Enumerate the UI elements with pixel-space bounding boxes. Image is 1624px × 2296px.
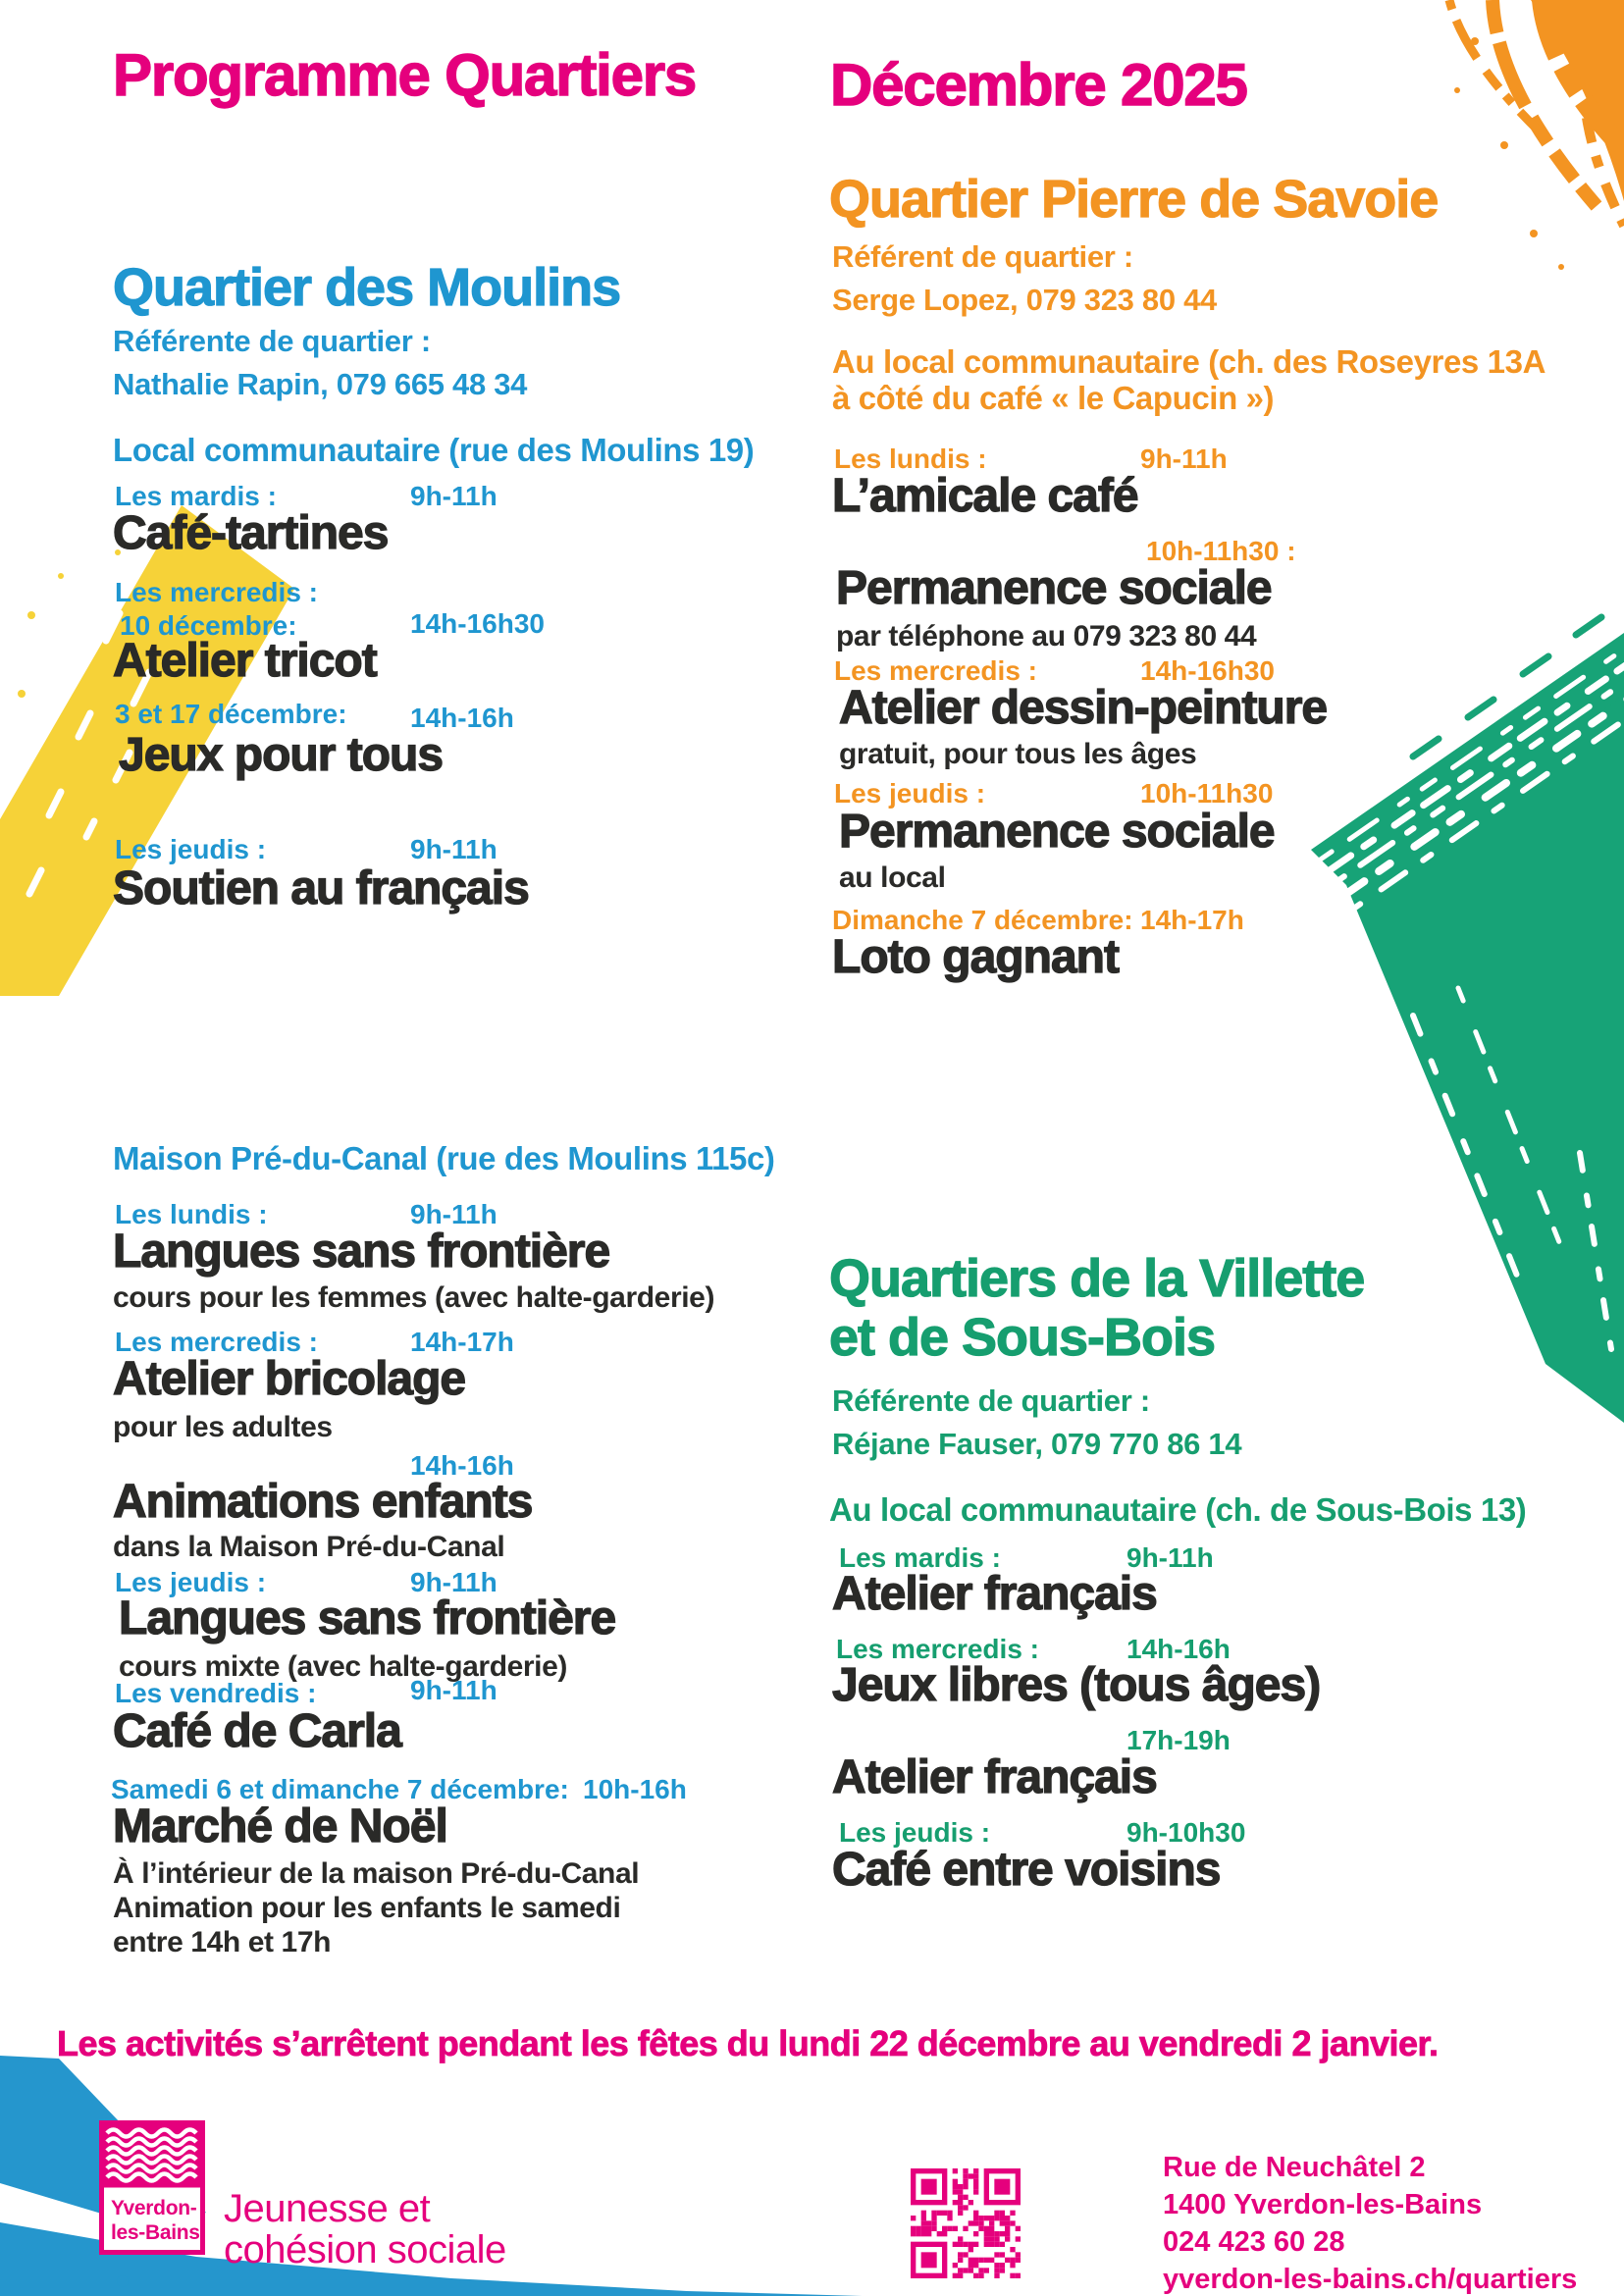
event-day: Les vendredis : bbox=[115, 1678, 317, 1708]
event-note: cours pour les femmes (avec halte-garderie) bbox=[113, 1281, 715, 1314]
event-title: Atelier dessin-peinture bbox=[839, 682, 1328, 734]
savoie-referent-name: Serge Lopez, 079 323 80 44 bbox=[832, 283, 1217, 317]
event-title: Café entre voisins bbox=[832, 1844, 1221, 1896]
moulins-heading: Quartier des Moulins bbox=[113, 258, 621, 317]
event-time: 17h-19h bbox=[1126, 1725, 1231, 1755]
footer-address bbox=[1163, 2149, 1577, 2296]
event-date: Samedi 6 et dimanche 7 décembre: bbox=[111, 1774, 569, 1804]
moulins-venue: Local communautaire (rue des Moulins 19) bbox=[113, 432, 755, 468]
event-title: Atelier français bbox=[832, 1568, 1157, 1620]
event-time: 14h-17h bbox=[410, 1327, 514, 1357]
org-name: cohésion sociale bbox=[224, 2228, 506, 2271]
event-day: Les mardis : bbox=[115, 481, 277, 511]
event-title: Soutien au français bbox=[113, 862, 529, 914]
logo-text: Yverdon- bbox=[111, 2197, 197, 2219]
event-note: par téléphone au 079 323 80 44 bbox=[836, 620, 1257, 652]
event-time: 9h-11h bbox=[410, 1199, 498, 1229]
event-title: Langues sans frontière bbox=[113, 1226, 610, 1278]
savoie-venue: à côté du café « le Capucin ») bbox=[832, 380, 1275, 416]
event-time: 9h-10h30 bbox=[1126, 1817, 1246, 1848]
moulins-referent-label: Référente de quartier : bbox=[113, 324, 431, 358]
event-title: Permanence sociale bbox=[836, 562, 1272, 614]
event-title: Atelier français bbox=[832, 1751, 1157, 1803]
event-title: Atelier bricolage bbox=[113, 1353, 466, 1405]
savoie-venue: Au local communautaire (ch. des Roseyres 13A bbox=[832, 343, 1545, 380]
event-day: Les lundis : bbox=[834, 444, 987, 474]
event-note: Animation pour les enfants le samedi bbox=[113, 1892, 621, 1924]
event-title: Permanence sociale bbox=[839, 806, 1275, 858]
event-time: 14h-17h bbox=[1140, 905, 1244, 935]
pre-du-canal-venue: Maison Pré-du-Canal (rue des Moulins 115c) bbox=[113, 1140, 775, 1176]
event-time: 10h-11h30 bbox=[1140, 778, 1274, 809]
event-day: Les jeudis : bbox=[839, 1817, 991, 1848]
page-subtitle-month: Décembre 2025 bbox=[830, 52, 1247, 118]
event-note: pour les adultes bbox=[113, 1411, 333, 1443]
event-title: Marché de Noël bbox=[113, 1800, 447, 1852]
address-website: yverdon-les-bains.ch/quartiers bbox=[1163, 2264, 1578, 2295]
event-day: Les lundis : bbox=[115, 1199, 268, 1229]
event-time: 9h-11h bbox=[410, 834, 498, 864]
address-street: Rue de Neuchâtel 2 bbox=[1163, 2152, 1426, 2183]
orange-brush-decoration bbox=[1300, 0, 1624, 294]
event-time: 9h-11h bbox=[1140, 444, 1228, 474]
villette-referent-label: Référente de quartier : bbox=[832, 1383, 1150, 1418]
villette-heading: Quartiers de la Villette bbox=[829, 1249, 1365, 1308]
event-day: Les mercredis : bbox=[115, 577, 318, 607]
address-city: 1400 Yverdon-les-Bains bbox=[1163, 2189, 1483, 2220]
event-title: Café-tartines bbox=[113, 507, 389, 559]
event-date: 10 décembre: bbox=[120, 610, 297, 641]
org-name: Jeunesse et bbox=[224, 2187, 431, 2230]
villette-heading: et de Sous-Bois bbox=[829, 1308, 1216, 1367]
event-day: Les mercredis : bbox=[836, 1634, 1039, 1664]
event-date: Dimanche 7 décembre: bbox=[832, 905, 1133, 935]
event-title: Jeux pour tous bbox=[119, 729, 444, 781]
event-time: 9h-11h bbox=[410, 481, 498, 511]
event-time: 9h-11h bbox=[1126, 1542, 1214, 1573]
qr-code bbox=[911, 2168, 1021, 2278]
event-time: 9h-11h bbox=[410, 1567, 498, 1597]
address-phone: 024 423 60 28 bbox=[1163, 2226, 1345, 2258]
logo-text: les-Bains bbox=[111, 2221, 200, 2244]
event-note: gratuit, pour tous les âges bbox=[839, 738, 1197, 770]
savoie-referent-label: Référent de quartier : bbox=[832, 239, 1133, 274]
savoie-heading: Quartier Pierre de Savoie bbox=[829, 170, 1439, 229]
event-title: Jeux libres (tous âges) bbox=[832, 1659, 1321, 1711]
event-time: 14h-16h30 bbox=[1140, 655, 1275, 686]
event-note: dans la Maison Pré-du-Canal bbox=[113, 1531, 505, 1563]
villette-venue: Au local communautaire (ch. de Sous-Bois 13) bbox=[829, 1491, 1527, 1528]
event-note: À l’intérieur de la maison Pré-du-Canal bbox=[113, 1857, 640, 1890]
event-time: 10h-16h bbox=[583, 1774, 687, 1804]
event-day: Les jeudis : bbox=[115, 834, 267, 864]
event-day: Les mardis : bbox=[839, 1542, 1001, 1573]
event-time: 14h-16h bbox=[410, 703, 514, 733]
event-time: 10h-11h30 : bbox=[1146, 536, 1296, 566]
event-day: Les mercredis : bbox=[834, 655, 1037, 686]
event-title: Loto gagnant bbox=[832, 931, 1119, 983]
event-note: entre 14h et 17h bbox=[113, 1926, 332, 1958]
holiday-notice: Les activités s’arrêtent pendant les fêtes du lundi 22 décembre au vendredi 2 janvier. bbox=[57, 2023, 1439, 2063]
event-title: Café de Carla bbox=[113, 1705, 401, 1757]
event-day: Les jeudis : bbox=[115, 1567, 267, 1597]
event-time: 14h-16h bbox=[410, 1450, 514, 1481]
event-day: Les jeudis : bbox=[834, 778, 986, 809]
event-title: Atelier tricot bbox=[113, 635, 377, 687]
moulins-referent-name: Nathalie Rapin, 079 665 48 34 bbox=[113, 367, 528, 401]
event-date: 3 et 17 décembre: bbox=[115, 699, 347, 729]
event-time: 9h-11h bbox=[410, 1675, 498, 1705]
event-title: L’amicale café bbox=[832, 470, 1138, 522]
event-time: 14h-16h bbox=[1126, 1634, 1231, 1664]
villette-referent-name: Réjane Fauser, 079 770 86 14 bbox=[832, 1427, 1242, 1461]
event-title: Langues sans frontière bbox=[119, 1592, 616, 1644]
event-day: Les mercredis : bbox=[115, 1327, 318, 1357]
event-note: au local bbox=[839, 861, 946, 894]
event-title: Animations enfants bbox=[113, 1476, 533, 1528]
event-note: cours mixte (avec halte-garderie) bbox=[119, 1650, 567, 1683]
page-title: Programme Quartiers bbox=[113, 42, 697, 108]
event-time: 14h-16h30 bbox=[410, 608, 545, 639]
